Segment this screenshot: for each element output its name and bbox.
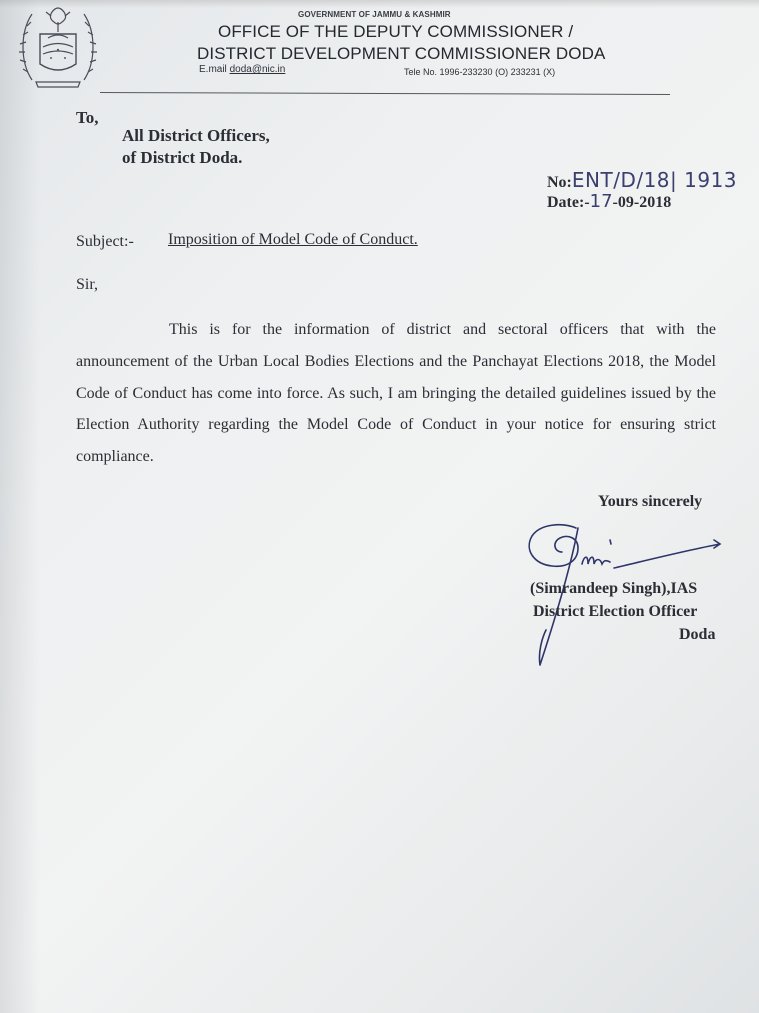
- addressee-line2: of District Doda.: [122, 148, 243, 167]
- date-day-handwritten: 17: [589, 191, 613, 212]
- office-title-line2: DISTRICT DEVELOPMENT COMMISSIONER DODA: [197, 44, 606, 63]
- reference-number-label: No:: [547, 174, 572, 191]
- email-line: [199, 64, 285, 75]
- page-shadow-top: [0, 0, 759, 8]
- date-rest: -09-2018: [612, 194, 672, 211]
- body-paragraph: This is for the information of district and sectoral officers that with the announcement of the Urban Local Bodies Elections and the Panchayat Elections 2018, the Model Code of Conduct has come into force. As such, I am bringing the detailed guidelines issued by the Election Authority regarding the Model Code of Conduct in your notice for ensuring strict compliance.: [76, 321, 716, 466]
- telephone-line: Tele No. 1996-233230 (O) 233231 (X): [404, 67, 556, 77]
- letter-body: [76, 314, 716, 473]
- subject-label: Subject:-: [76, 233, 134, 250]
- date-label: Date:-: [547, 194, 590, 211]
- email-label: E.mail: [199, 64, 227, 75]
- subject-text: Imposition of Model Code of Conduct.: [168, 231, 418, 248]
- emblem-icon: [18, 2, 98, 88]
- reference-number: [547, 168, 737, 192]
- letter-date: [547, 191, 671, 212]
- email-address[interactable]: doda@nic.in: [229, 64, 286, 75]
- salutation: Sir,: [76, 276, 99, 293]
- to-label: To,: [76, 108, 99, 127]
- government-label: GOVERNMENT OF JAMMU & KASHMIR: [298, 10, 451, 19]
- reference-number-value: ENT/D/18| 1913: [571, 168, 738, 192]
- office-title-line1: OFFICE OF THE DEPUTY COMMISSIONER /: [218, 22, 574, 41]
- signatory-place: Doda: [679, 626, 716, 643]
- signatory-name: (Simrandeep Singh),IAS: [530, 580, 698, 597]
- signatory-designation: District Election Officer: [533, 603, 698, 620]
- page-shadow-left: [0, 0, 40, 1013]
- addressee-line1: All District Officers,: [122, 126, 270, 145]
- letterhead-divider: [100, 92, 670, 95]
- closing-yours-sincerely: Yours sincerely: [598, 493, 703, 510]
